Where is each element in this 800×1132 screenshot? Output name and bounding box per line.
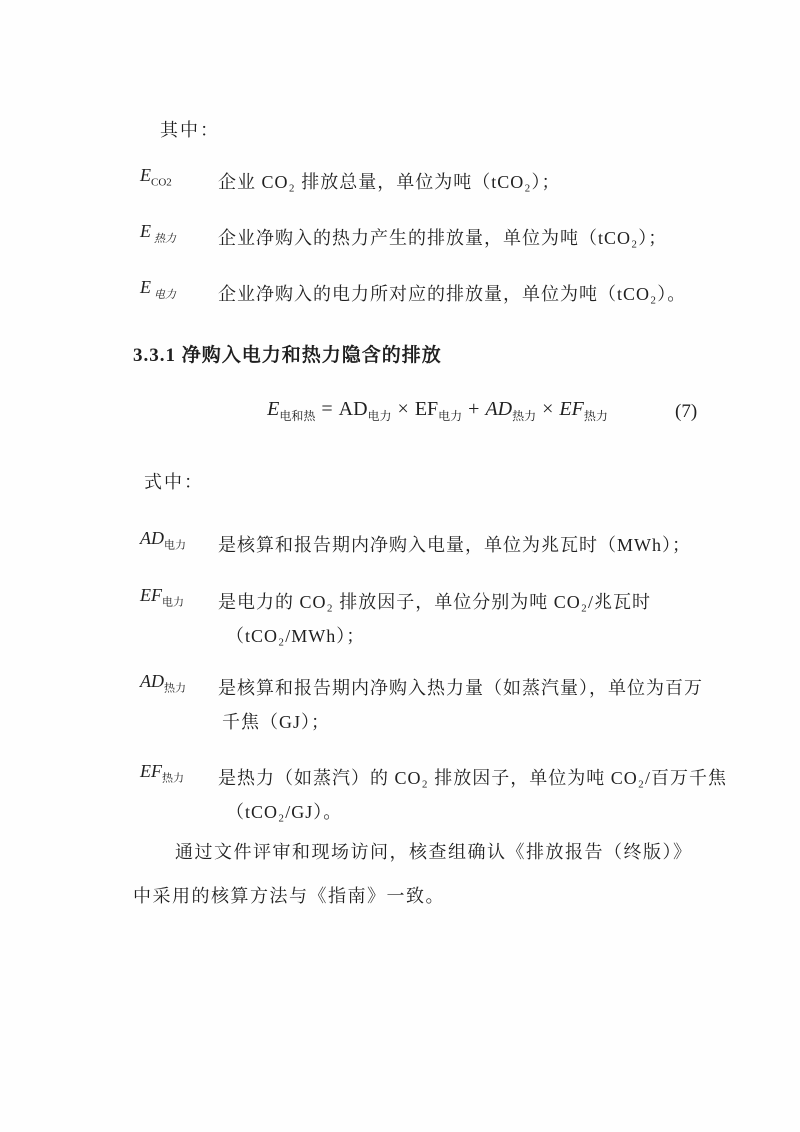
- term-symbol-ad-heat: [140, 671, 218, 739]
- term-symbol-base: E: [140, 165, 151, 185]
- term-definition: 是核算和报告期内净购入电量，单位为兆瓦时（MWh）；: [218, 535, 691, 555]
- term-symbol-sub: 电力: [154, 288, 176, 301]
- times-sign: ×: [542, 398, 554, 420]
- term-symbol-base: E: [140, 221, 151, 241]
- term-symbol-base: E: [140, 277, 151, 297]
- term-symbol-base: EF: [140, 585, 162, 605]
- term-symbol-base: EF: [140, 761, 162, 781]
- equation: [135, 398, 740, 424]
- term-symbol-sub: 热力: [164, 682, 186, 695]
- term-symbol-e-power: [140, 277, 218, 311]
- term-symbol-ad-power: [140, 528, 218, 562]
- term-definition-line2: （tCO₂/GJ）。: [226, 802, 343, 822]
- term-row-ef-heat: [140, 761, 760, 829]
- term-symbol-sub: 电力: [162, 596, 184, 609]
- term-symbol-e-co2: [140, 165, 218, 199]
- term-definition-line2: 千焦（GJ）；: [222, 712, 331, 732]
- equation-term4-base: EF: [559, 398, 584, 420]
- term-symbol-sub: 热力: [154, 232, 176, 245]
- equation-term1-base: AD: [338, 398, 368, 420]
- term-symbol-ef-heat: [140, 761, 218, 829]
- intro-label: 其中：: [160, 120, 220, 140]
- term-definition-line2: （tCO₂/MWh）；: [226, 626, 366, 646]
- term-definition-line1: 是热力（如蒸汽）的 CO₂ 排放因子，单位为吨 CO₂/百万千焦: [218, 768, 728, 788]
- section-heading: 3.3.1 净购入电力和热力隐含的排放: [133, 345, 442, 366]
- times-sign: ×: [397, 398, 409, 420]
- term-symbol-sub: 热力: [162, 772, 184, 785]
- term-row-e-co2: [140, 165, 760, 199]
- term-symbol-base: AD: [140, 671, 164, 691]
- term-symbol-ef-power: [140, 585, 218, 653]
- term-row-ad-heat: [140, 671, 760, 739]
- equation-term2-sub: 电力: [438, 409, 463, 423]
- closing-paragraph-line2: 中采用的核算方法与《指南》一致。: [133, 886, 445, 906]
- term-row-e-heat: [140, 221, 760, 255]
- term-row-ef-power: [140, 585, 760, 653]
- equation-lhs-base: E: [267, 398, 280, 420]
- equation-term1-sub: 电力: [367, 409, 392, 423]
- equation-term4-sub: 热力: [583, 409, 608, 423]
- plus-sign: +: [468, 398, 480, 420]
- term-definition-line1: 是核算和报告期内净购入热力量（如蒸汽量），单位为百万: [218, 678, 703, 698]
- term-definition-line1: 是电力的 CO₂ 排放因子，单位分别为吨 CO₂/兆瓦时: [218, 592, 652, 612]
- closing-paragraph-line1: 通过文件评审和现场访问，核查组确认《排放报告（终版）》: [175, 842, 693, 862]
- term-definition: 企业 CO₂ 排放总量，单位为吨（tCO₂）；: [218, 172, 561, 192]
- equation-term3-base: AD: [485, 398, 513, 420]
- term-symbol-base: AD: [140, 528, 164, 548]
- term-row-e-power: [140, 277, 760, 311]
- term-row-ad-power: [140, 528, 760, 562]
- term-definition: 企业净购入的热力产生的排放量，单位为吨（tCO₂）；: [218, 228, 668, 248]
- equation-term2-base: EF: [414, 398, 439, 420]
- equation-term3-sub: 热力: [512, 409, 537, 423]
- term-symbol-e-heat: [140, 221, 218, 255]
- equals-sign: =: [321, 398, 333, 420]
- term-symbol-sub: CO2: [151, 176, 172, 189]
- term-symbol-sub: 电力: [164, 539, 186, 552]
- equation-number: (7): [675, 401, 698, 422]
- where-label: 式中：: [144, 472, 204, 492]
- term-definition: 企业净购入的电力所对应的排放量，单位为吨（tCO₂）。: [218, 284, 687, 304]
- equation-lhs-sub: 电和热: [279, 409, 316, 423]
